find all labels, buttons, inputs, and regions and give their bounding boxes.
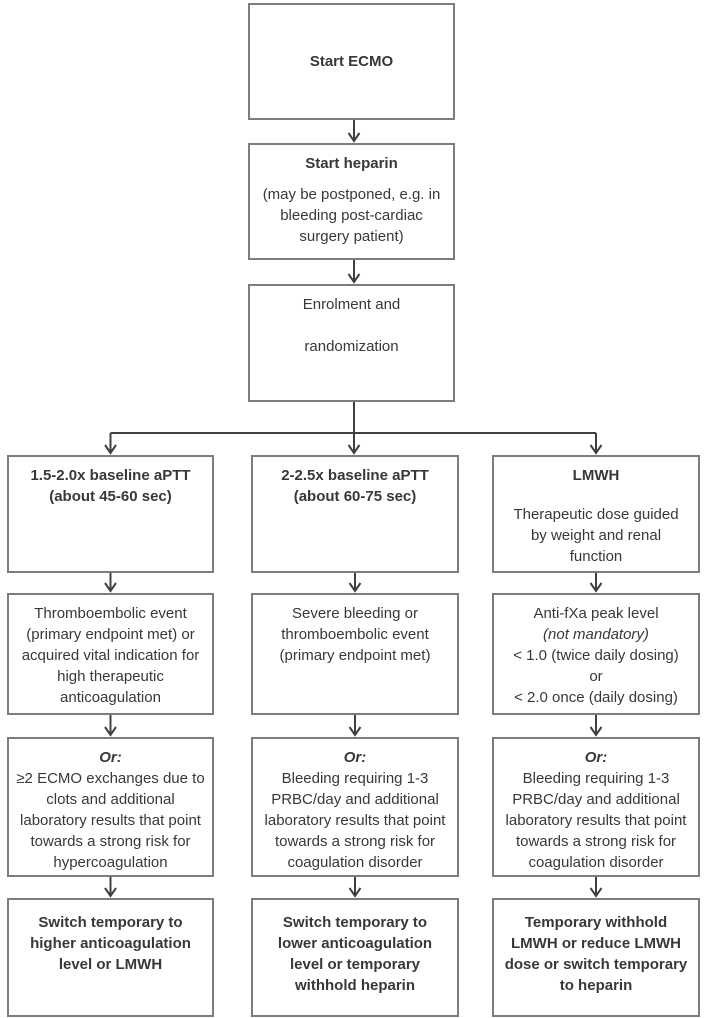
arm2-or-box: [251, 737, 459, 877]
arm1-trigger-text: Thromboembolic event (primary endpoint met) or acquired vital indication for high therapeutic anticoagulation: [21, 605, 200, 706]
enrolment-line2: randomization: [304, 338, 399, 355]
arm2-trigger-box: [251, 593, 459, 715]
start-heparin-box: [248, 143, 455, 260]
arm3-trigger-line2: (not mandatory): [543, 626, 649, 643]
arm3-target-body-line2: by weight and renal: [530, 527, 662, 544]
arm1-target-line2: (about 45-60 sec): [49, 488, 172, 505]
arm1-or-text: ≥2 ECMO exchanges due to clots and additional laboratory results that point towards a strong risk for hypercoagulation: [16, 770, 205, 871]
arm2-action-box: [251, 898, 459, 1017]
start-heparin-title: Start heparin: [305, 155, 398, 172]
arm3-or-text: Bleeding requiring 1-3 PRBC/day and additional laboratory results that point towards a strong risk for coagulation disorder: [505, 770, 687, 871]
arm3-target-body-line1: Therapeutic dose guided: [513, 506, 679, 523]
arm1-action-box: [7, 898, 214, 1017]
arm3-target-body-line3: function: [569, 548, 623, 565]
arm3-or-box: [492, 737, 700, 877]
branch-line: [111, 402, 597, 433]
arm3-target-title: LMWH: [572, 467, 620, 484]
enrolment-line1: Enrolment and: [302, 296, 401, 313]
arm3-trigger-line5: < 2.0 once (daily dosing): [514, 689, 678, 706]
start-ecmo-box: [248, 3, 455, 120]
arm2-target-line2: (about 60-75 sec): [293, 488, 417, 505]
arm1-or-box: [7, 737, 214, 877]
arm2-trigger-text: Severe bleeding or thromboembolic event (primary endpoint met): [279, 605, 431, 664]
arm3-target-box: [492, 455, 700, 573]
arm2-target-line1: 2-2.5x baseline aPTT: [281, 467, 429, 484]
arm2-target-box: [251, 455, 459, 573]
arm2-or-label: Or:: [343, 749, 367, 766]
arm1-action-text: Switch temporary to higher anticoagulation level or LMWH: [30, 914, 191, 973]
arm3-trigger-line3: < 1.0 (twice daily dosing): [513, 647, 679, 664]
arm3-action-text: Temporary withhold LMWH or reduce LMWH dose or switch temporary to heparin: [504, 914, 688, 994]
arm1-or-label: Or:: [99, 749, 122, 766]
arm3-trigger-line1: Anti-fXa peak level: [533, 605, 659, 622]
arm1-target-line1: 1.5-2.0x baseline aPTT: [30, 467, 191, 484]
arm3-action-box: [492, 898, 700, 1017]
arm2-or-text: Bleeding requiring 1-3 PRBC/day and additional laboratory results that point towards a strong risk for coagulation disorder: [264, 770, 446, 871]
start-ecmo-label: Start ECMO: [309, 53, 394, 70]
arm1-trigger-box: [7, 593, 214, 715]
start-heparin-note: (may be postponed, e.g. in bleeding post-cardiac surgery patient): [262, 186, 441, 245]
enrolment-box: [248, 284, 455, 402]
arm2-action-text: Switch temporary to lower anticoagulation level or temporary withhold heparin: [277, 914, 433, 994]
arm3-trigger-box: [492, 593, 700, 715]
arm3-trigger-line4: or: [589, 668, 603, 685]
arm1-target-box: [7, 455, 214, 573]
arm3-or-label: Or:: [584, 749, 608, 766]
